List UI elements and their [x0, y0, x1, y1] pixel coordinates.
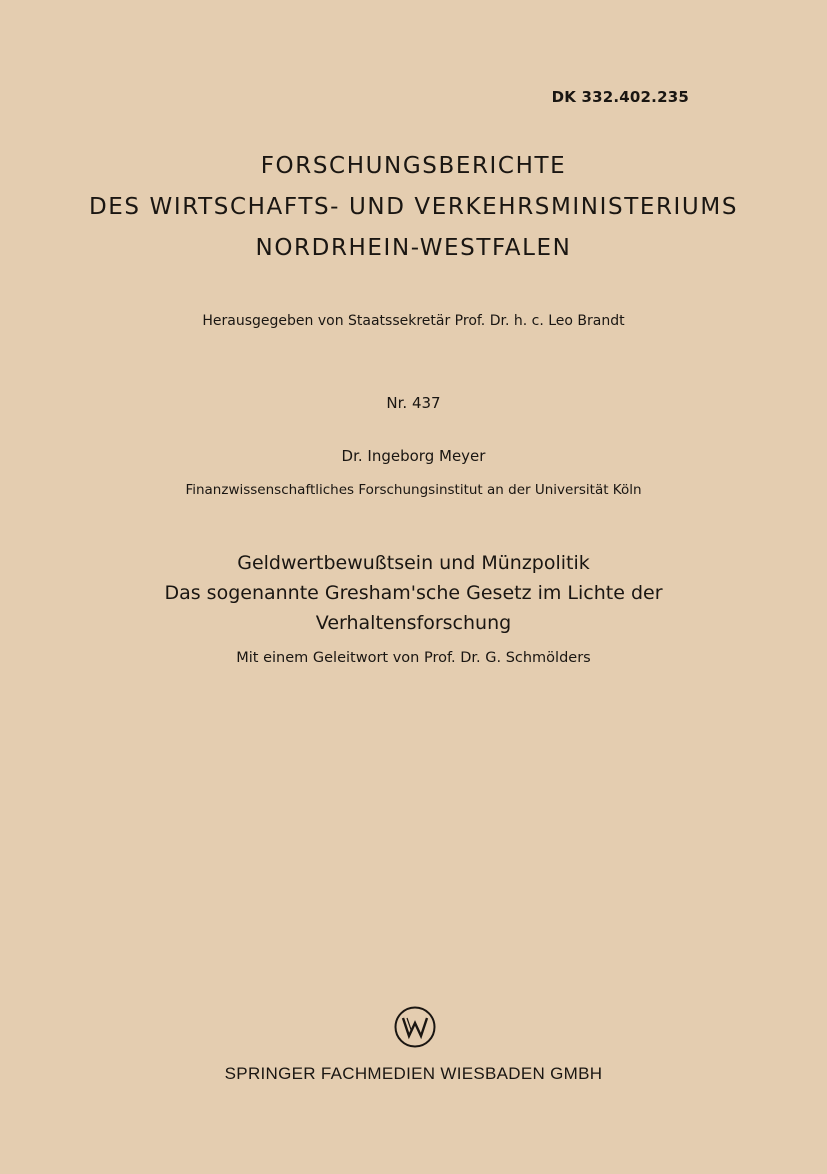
book-title-line-2: Das sogenannte Gresham'sche Gesetz im Lichte der [164, 582, 663, 604]
foreword-credit: Mit einem Geleitwort von Prof. Dr. G. Schmölders [236, 650, 591, 666]
author-name: Dr. Ingeborg Meyer [341, 447, 486, 465]
issue-number: Nr. 437 [386, 394, 441, 412]
series-title-line-2: DES WIRTSCHAFTS- UND VERKEHRSMINISTERIUMS [88, 194, 739, 220]
author-institute: Finanzwissenschaftliches Forschungsinstitut an der Universität Köln [185, 482, 642, 498]
classification-code: DK 332.402.235 [551, 88, 689, 106]
book-title [0, 548, 827, 638]
book-title-line-3: Verhaltensforschung [315, 612, 512, 634]
publisher-name: SPRINGER FACHMEDIEN WIESBADEN GMBH [224, 1064, 603, 1083]
book-title-line-1: Geldwertbewußtsein und Münzpolitik [237, 552, 590, 574]
series-title [0, 146, 827, 269]
series-title-line-3: NORDRHEIN-WESTFALEN [255, 235, 572, 261]
series-title-line-1: FORSCHUNGSBERICHTE [260, 153, 567, 179]
springer-vw-logo-icon [394, 1006, 436, 1048]
editor-credit: Herausgegeben von Staatssekretär Prof. Dr. h. c. Leo Brandt [202, 313, 625, 329]
